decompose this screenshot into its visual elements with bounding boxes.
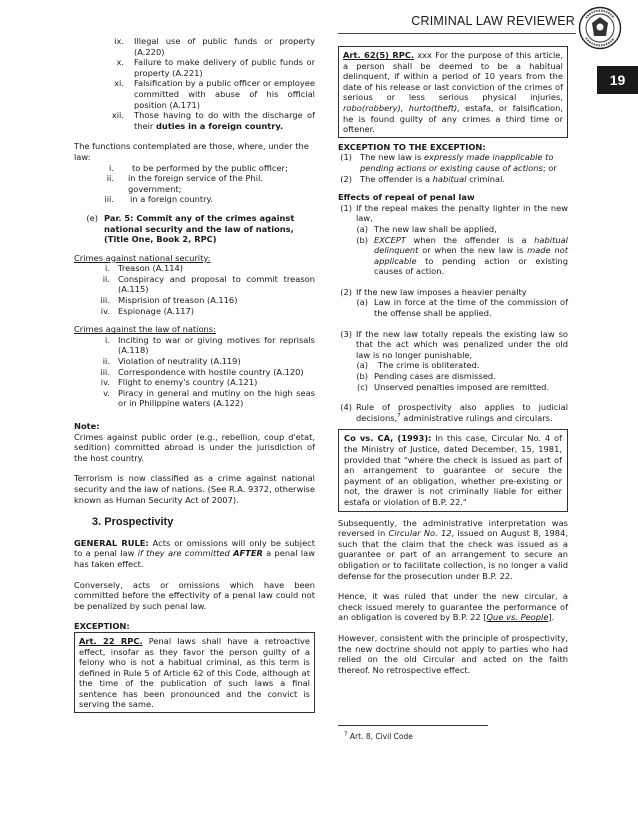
list-item: iii. Correspondence with hostile country (A.120) [100, 366, 304, 377]
list-item: ii. Violation of neutrality (A.119) [102, 356, 241, 367]
list-item: x. Failure to make delivery of public funds or property (A.221) [116, 57, 315, 78]
law-of-nations-heading: Crimes against the law of nations: [74, 324, 216, 335]
footnote-rule [338, 725, 488, 726]
national-security-list [96, 263, 315, 316]
list-item: (2) If the new law imposes a heavier penalty [340, 286, 527, 297]
right-column [338, 36, 568, 743]
list-item: (a) The crime is obliterated. [356, 360, 480, 371]
list-item: xii. Those having to do with the discharge of their duties in a foreign country. [111, 110, 315, 131]
exception-label: EXCEPTION: [74, 621, 130, 632]
case-box: Co vs. CA, (1993): In this case, Circular No. 4 of the Ministry of Justice, dated December, 15, 1981, provided that "where the check is issued as part of an arrangement to guarantee or secure the payment of an obligation, whether pre-existing or not, the drawer is not criminally liable for either estafa or violation of B.P. 22." [338, 429, 568, 511]
section-title-prospectivity: 3. Prospectivity [92, 516, 174, 529]
list-item: (c) Unserved penalties imposed are remitted. [356, 381, 550, 392]
footnote-ref: 7 [397, 413, 401, 420]
list-item: (a) Law in force at the time of the commission of the offense shall be applied. [356, 297, 568, 319]
list-item: iv. Espionage (A.117) [100, 305, 195, 316]
list-item: (4) Rule of prospectivity also applies to judicial decisions,$^7$ administrative rulings and circulars. [340, 402, 568, 423]
art62-box: Art. 62(5) RPC. xxx For the purpose of this article, a person shall be deemed to be a habitual delinquent, if within a period of 10 years from the date of his release or last conviction of the crimes of serious or less serious physical injuries, robo(robbery), hurto(theft), estafa, or falsification, he is found guilty of any crimes a third time or oftener. [338, 46, 568, 138]
footnote: $^7$ Art. 8, Civil Code [344, 731, 413, 742]
left-column [74, 36, 315, 713]
terrorism-paragraph: Terrorism is now classified as a crime against national security and the law of nations. (See R.A. 9372, otherwise known as Human Security Act of 2007). [74, 473, 315, 505]
list-item: iv. Flight to enemy's country (A.121) [100, 377, 258, 388]
subsequently-paragraph: Subsequently, the administrative interpretation was reversed in Circular No. 12, issued on August 8, 1984, such that the claim that the check was issued as a guarantee or part of an arrangement to secure an obligation or to facilitate collection, is no longer a valid defense for the prosecution under B.P. 22. [338, 517, 568, 581]
however-paragraph: However, consistent with the principle of prospectivity, the new doctrine should not apply to parties who had relied on the old Circular and acted on the faith thereof. No retrospective effect. [338, 632, 568, 675]
art22-box: Art. 22 RPC. Penal laws shall have a retroactive effect, insofar as they favor the person guilty of a felony who is not a habitual criminal, as this term is defined in Rule 5 of Article 62 of this Code, although at the time of the publication of such laws a final sentence has been pronounced and the convict is serving the same. [74, 632, 315, 713]
university-seal-icon [578, 6, 622, 50]
general-rule-paragraph: GENERAL RULE: Acts or omissions will only be subject to a penal law if they are committed AFTER a penal law has taken effect. [74, 537, 315, 569]
list-item: xi. Falsification by a public officer or employee committed with abuse of his official position (A.171) [114, 78, 315, 110]
list-item: (b) EXCEPT when the offender is a habitual delinquent or when the new law is made not applicable to pending action or existing causes of action. [356, 234, 568, 277]
effects-of-repeal-heading: Effects of repeal of penal law [338, 192, 475, 203]
public-officer-crimes-list [98, 36, 315, 131]
list-item: ii. Conspiracy and proposal to commit treason (A.115) [102, 273, 315, 295]
exception-to-exception-heading: EXCEPTION TO THE EXCEPTION: [338, 141, 486, 152]
list-item: iii. in a foreign country. [104, 194, 213, 205]
functions-intro: The functions contemplated are those, where, under the law: [74, 141, 309, 162]
list-item: (1) If the repeal makes the penalty lighter in the new law, [340, 202, 568, 224]
header-rule [338, 33, 576, 34]
note-label: Note: [74, 421, 100, 431]
list-item: i. Inciting to war or giving motives for reprisals (A.118) [105, 334, 315, 356]
list-item: v. Piracy in general and mutiny on the high seas or in Philippine waters (A.122) [103, 387, 315, 409]
list-item: (3) If the new law totally repeals the existing law so that the act which was penalized under the old law is no longer punishable, [340, 328, 568, 360]
list-item: (a) The new law shall be applied, [356, 223, 497, 234]
hence-paragraph: Hence, it was ruled that under the new circular, a check issued merely to guarantee the performance of an obligation is covered by B.P. 22 [Que vs. People]. [338, 591, 568, 623]
conversely-paragraph: Conversely, acts or omissions which have been committed before the effectivity of a penal law could not be penalized by such penal law. [74, 579, 315, 611]
list-item: i. to be performed by the public officer; [109, 162, 288, 173]
paragraph-5-item: (e) Par. 5: Commit any of the crimes against national security and the law of nations, (Title One, Book 2, RPC) [86, 212, 295, 245]
list-item: (b) Pending cases are dismissed. [356, 371, 496, 382]
page-number-tab: 19 [597, 66, 638, 94]
running-header-title: CRIMINAL LAW REVIEWER [411, 14, 575, 28]
list-item: ix. Illegal use of public funds or property (A.220) [114, 36, 315, 57]
list-item: iii. Misprision of treason (A.116) [100, 295, 238, 306]
list-item: i. Treason (A.114) [105, 263, 184, 274]
law-of-nations-list [96, 335, 315, 409]
note-text: Crimes against public order (e.g., rebellion, coup d'etat, sedition) committed abroad is under the jurisdiction of the host country. [74, 431, 315, 463]
national-security-heading: Crimes against national security: [74, 252, 211, 263]
list-item: (1) The new law is expressly made inapplicable to pending actions or existing cause of actions; or [340, 152, 557, 173]
list-item: (2) The offender is a habitual criminal. [340, 173, 506, 184]
list-item: ii. in the foreign service of the Phil. government; [106, 173, 264, 194]
functions-list [98, 163, 315, 205]
